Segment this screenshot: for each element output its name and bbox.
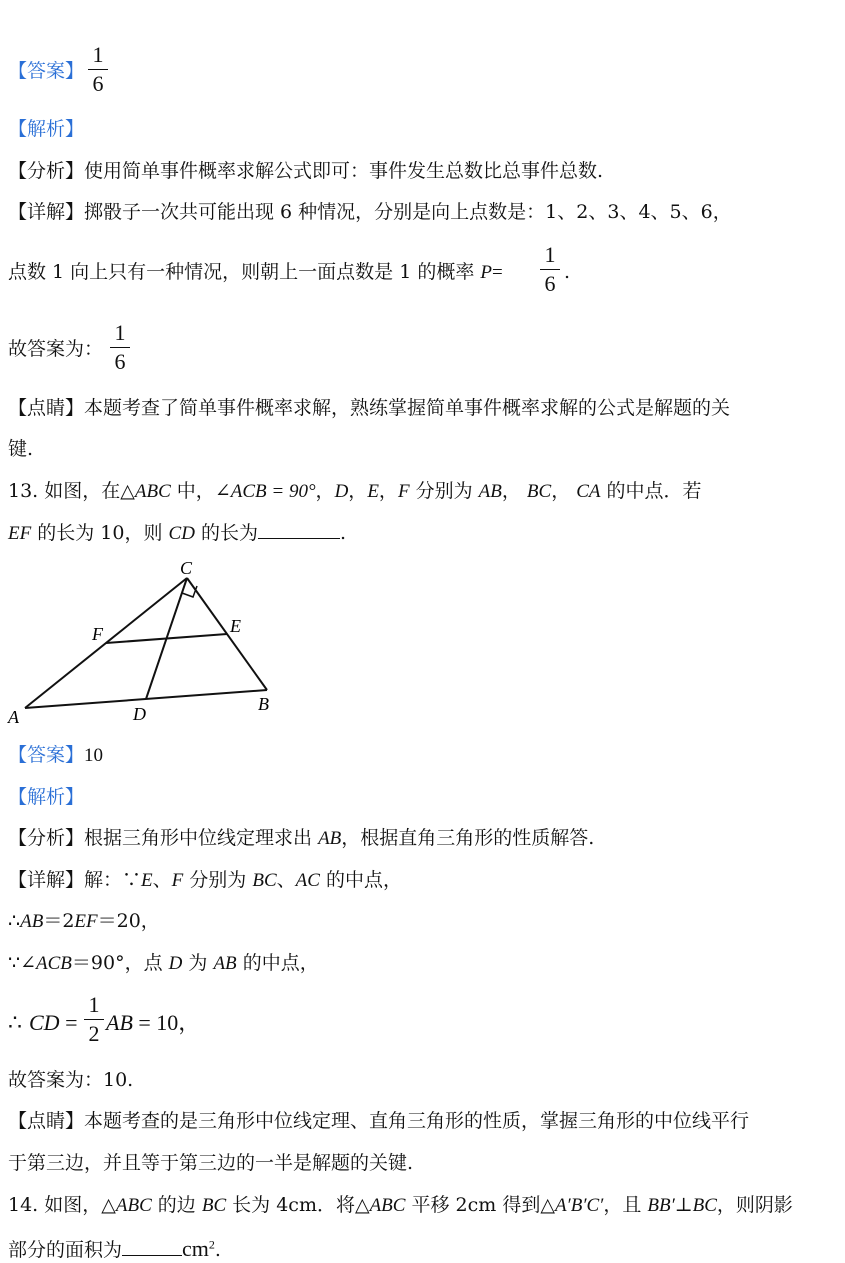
triangle-abc: ABC (369, 1195, 406, 1216)
q12-xiangjie (8, 203, 732, 222)
stem-text: 13. 如图，在 (8, 480, 121, 502)
stem-text: 的长为 (194, 522, 258, 544)
q13-dianjing (8, 1112, 749, 1131)
fenxi-label: 【分析】 (8, 160, 85, 182)
segment-ef: EF (74, 911, 98, 932)
xiangjie-text: 解：∵ (84, 869, 142, 891)
answer-blank (122, 1255, 182, 1256)
angle-acb: ∠ACB = 90° (214, 481, 316, 502)
triangle-a1b1c1: A′B′C′ (554, 1195, 604, 1216)
segment-bc: BC (526, 481, 552, 502)
label-b: B (258, 694, 269, 714)
xiangjie-text: 分别为 (183, 869, 253, 891)
q12-dianjing (8, 399, 730, 418)
stem-text: ， (551, 480, 577, 502)
xiangjie-text: 的中点， (319, 869, 402, 891)
fraction-numerator: 1 (88, 992, 100, 1017)
xiangjie-label: 【详解】 (8, 869, 85, 891)
q12-period: . (564, 261, 571, 283)
stem-text: ， (315, 480, 335, 502)
segment-bc: BC (252, 870, 277, 891)
q13-step3 (8, 1012, 77, 1035)
q13-answer-line (8, 746, 103, 765)
dianjing-text: 本题考查的是三角形中位线定理、直角三角形的性质，掌握三角形的中位线平行 (84, 1110, 750, 1132)
answer-label: 【答案】 (8, 60, 85, 82)
fraction-numerator: 1 (92, 42, 104, 67)
unit-cm: cm (182, 1236, 209, 1261)
dianjing-text: 本题考查了简单事件概率求解，熟练掌握简单事件概率求解的公式是解题的关 (84, 397, 731, 419)
segment-bc: BC (692, 1195, 717, 1216)
segment-ab: AB (20, 911, 44, 932)
label-a: A (8, 707, 19, 727)
q12-dianjing-line2: 键. (8, 438, 34, 460)
label-c: C (180, 560, 193, 578)
probability-variable: P (480, 262, 492, 283)
fraction-denominator: 6 (92, 71, 104, 96)
segment-cd: CD (29, 1010, 60, 1035)
q14-stem-line1 (8, 1196, 793, 1215)
segment-ab: AB (318, 828, 342, 849)
q13-half-fraction (84, 994, 104, 1045)
segment-ab: AB (213, 953, 237, 974)
q13-fenxi (8, 829, 594, 848)
fenxi-label: 【分析】 (8, 827, 85, 849)
q13-jiexi-heading: 【解析】 (8, 786, 85, 808)
stem-text: . (339, 522, 347, 544)
fenxi-text: 根据三角形中位线定理求出 (84, 827, 319, 849)
label-e: E (230, 616, 241, 636)
q12-probability-fraction (540, 244, 560, 295)
stem-text: ， (501, 480, 527, 502)
q12-xiangjie-line2 (8, 263, 503, 282)
point-d: D (168, 953, 183, 974)
step-text: 为 (182, 952, 214, 974)
stem-text: 的中点．若 (600, 480, 702, 502)
q12-jiexi-heading: 【解析】 (8, 118, 85, 140)
stem-text: ，则阴影 (716, 1194, 793, 1216)
q13-step2 (8, 954, 319, 973)
point-f: F (171, 870, 184, 891)
answer-label: 【答案】 (8, 744, 85, 766)
q12-guda: 故答案为： (8, 338, 104, 360)
xiangjie-label: 【详解】 (8, 201, 85, 223)
angle-acb: ACB (36, 953, 72, 974)
xiangjie-line2-text: 点数 1 向上只有一种情况，则朝上一面点数是 1 的概率 (8, 261, 481, 283)
point-e: E (141, 870, 153, 891)
stem-text: 14. 如图，△ (8, 1194, 116, 1216)
fenxi-text: 使用简单事件概率求解公式即可：事件发生总数比总事件总数. (84, 160, 604, 182)
stem-text: ， (348, 480, 368, 502)
q14-stem-line2 (8, 1238, 221, 1260)
because-angle: ∵∠ (8, 952, 37, 974)
stem-text: 平移 2cm 得到△ (405, 1194, 555, 1216)
stem-text: 分别为 (409, 480, 479, 502)
q12-answer-line (8, 62, 84, 81)
stem-text: ，且 (603, 1194, 648, 1216)
q13-step1 (8, 912, 160, 931)
label-d: D (133, 704, 146, 724)
stem-text: 的长为 10，则 (31, 522, 169, 544)
fraction-denominator: 6 (114, 349, 126, 374)
answer-value: 10 (84, 745, 104, 766)
answer-blank (258, 538, 340, 539)
unit-exponent: 2 (208, 1237, 215, 1252)
step-text: 的中点， (236, 952, 319, 974)
q12-fenxi (8, 162, 603, 181)
perpendicular-symbol: ⊥ (674, 1194, 693, 1216)
stem-text: 的边 (151, 1194, 202, 1216)
xiangjie-text: 、 (276, 869, 296, 891)
segment-cd: CD (168, 523, 195, 544)
step-text: ＝20， (97, 910, 160, 932)
q13-stem-line1 (8, 482, 702, 501)
stem-text: 部分的面积为 (8, 1239, 123, 1261)
triangle-abc: ABC (115, 1195, 152, 1216)
therefore-symbol: ∴ (8, 1011, 29, 1036)
fraction-bar (540, 269, 560, 270)
q13-guda: 故答案为：10. (8, 1069, 134, 1091)
segment-ab: AB (106, 1010, 133, 1035)
fraction-denominator: 6 (544, 271, 556, 296)
q13-stem-line2 (8, 524, 346, 543)
segment-ac: AC (295, 870, 320, 891)
q13-xiangjie (8, 871, 402, 890)
fraction-bar (88, 69, 108, 70)
therefore-symbol: ∴ (8, 910, 21, 932)
label-f: F (92, 624, 103, 644)
xiangjie-text: 、 (152, 869, 172, 891)
fraction-numerator: 1 (544, 242, 556, 267)
stem-text: . (214, 1239, 221, 1261)
segment-bb1: BB′ (647, 1195, 675, 1216)
fraction-denominator: 2 (88, 1021, 100, 1046)
triangle-abc: △ABC (120, 481, 171, 502)
segment-ca: CA (576, 481, 601, 502)
point-f: F (397, 481, 410, 502)
fenxi-text: ，根据直角三角形的性质解答. (341, 827, 595, 849)
dianjing-label: 【点睛】 (8, 397, 85, 419)
point-d: D (334, 481, 349, 502)
q13-step3-tail (106, 1012, 200, 1035)
stem-text: 长为 4cm．将△ (226, 1194, 370, 1216)
segment-ab: AB (478, 481, 502, 502)
q12-guda-fraction (110, 322, 130, 373)
step-text: ＝2 (43, 910, 75, 932)
step-text: = 10， (132, 1010, 201, 1035)
stem-text: ， (378, 480, 398, 502)
step-text: ＝90°，点 (71, 952, 169, 974)
fraction-bar (84, 1019, 104, 1020)
xiangjie-text: 掷骰子一次共可能出现 6 种情况，分别是向上点数是：1、2、3、4、5、6， (84, 201, 732, 223)
equals-sign: = (59, 1010, 78, 1035)
segment-ef: EF (8, 523, 32, 544)
stem-text: 中， (170, 480, 215, 502)
equals-sign: = (492, 262, 503, 283)
segment-bc: BC (201, 1195, 227, 1216)
dianjing-label: 【点睛】 (8, 1110, 85, 1132)
q13-dianjing-line2: 于第三边，并且等于第三边的一半是解题的关键. (8, 1152, 414, 1174)
fraction-bar (110, 347, 130, 348)
segment-cd (146, 578, 187, 699)
point-e: E (367, 481, 379, 502)
fraction-numerator: 1 (114, 320, 126, 345)
q13-triangle-figure (0, 560, 300, 730)
q12-answer-fraction (88, 44, 108, 95)
